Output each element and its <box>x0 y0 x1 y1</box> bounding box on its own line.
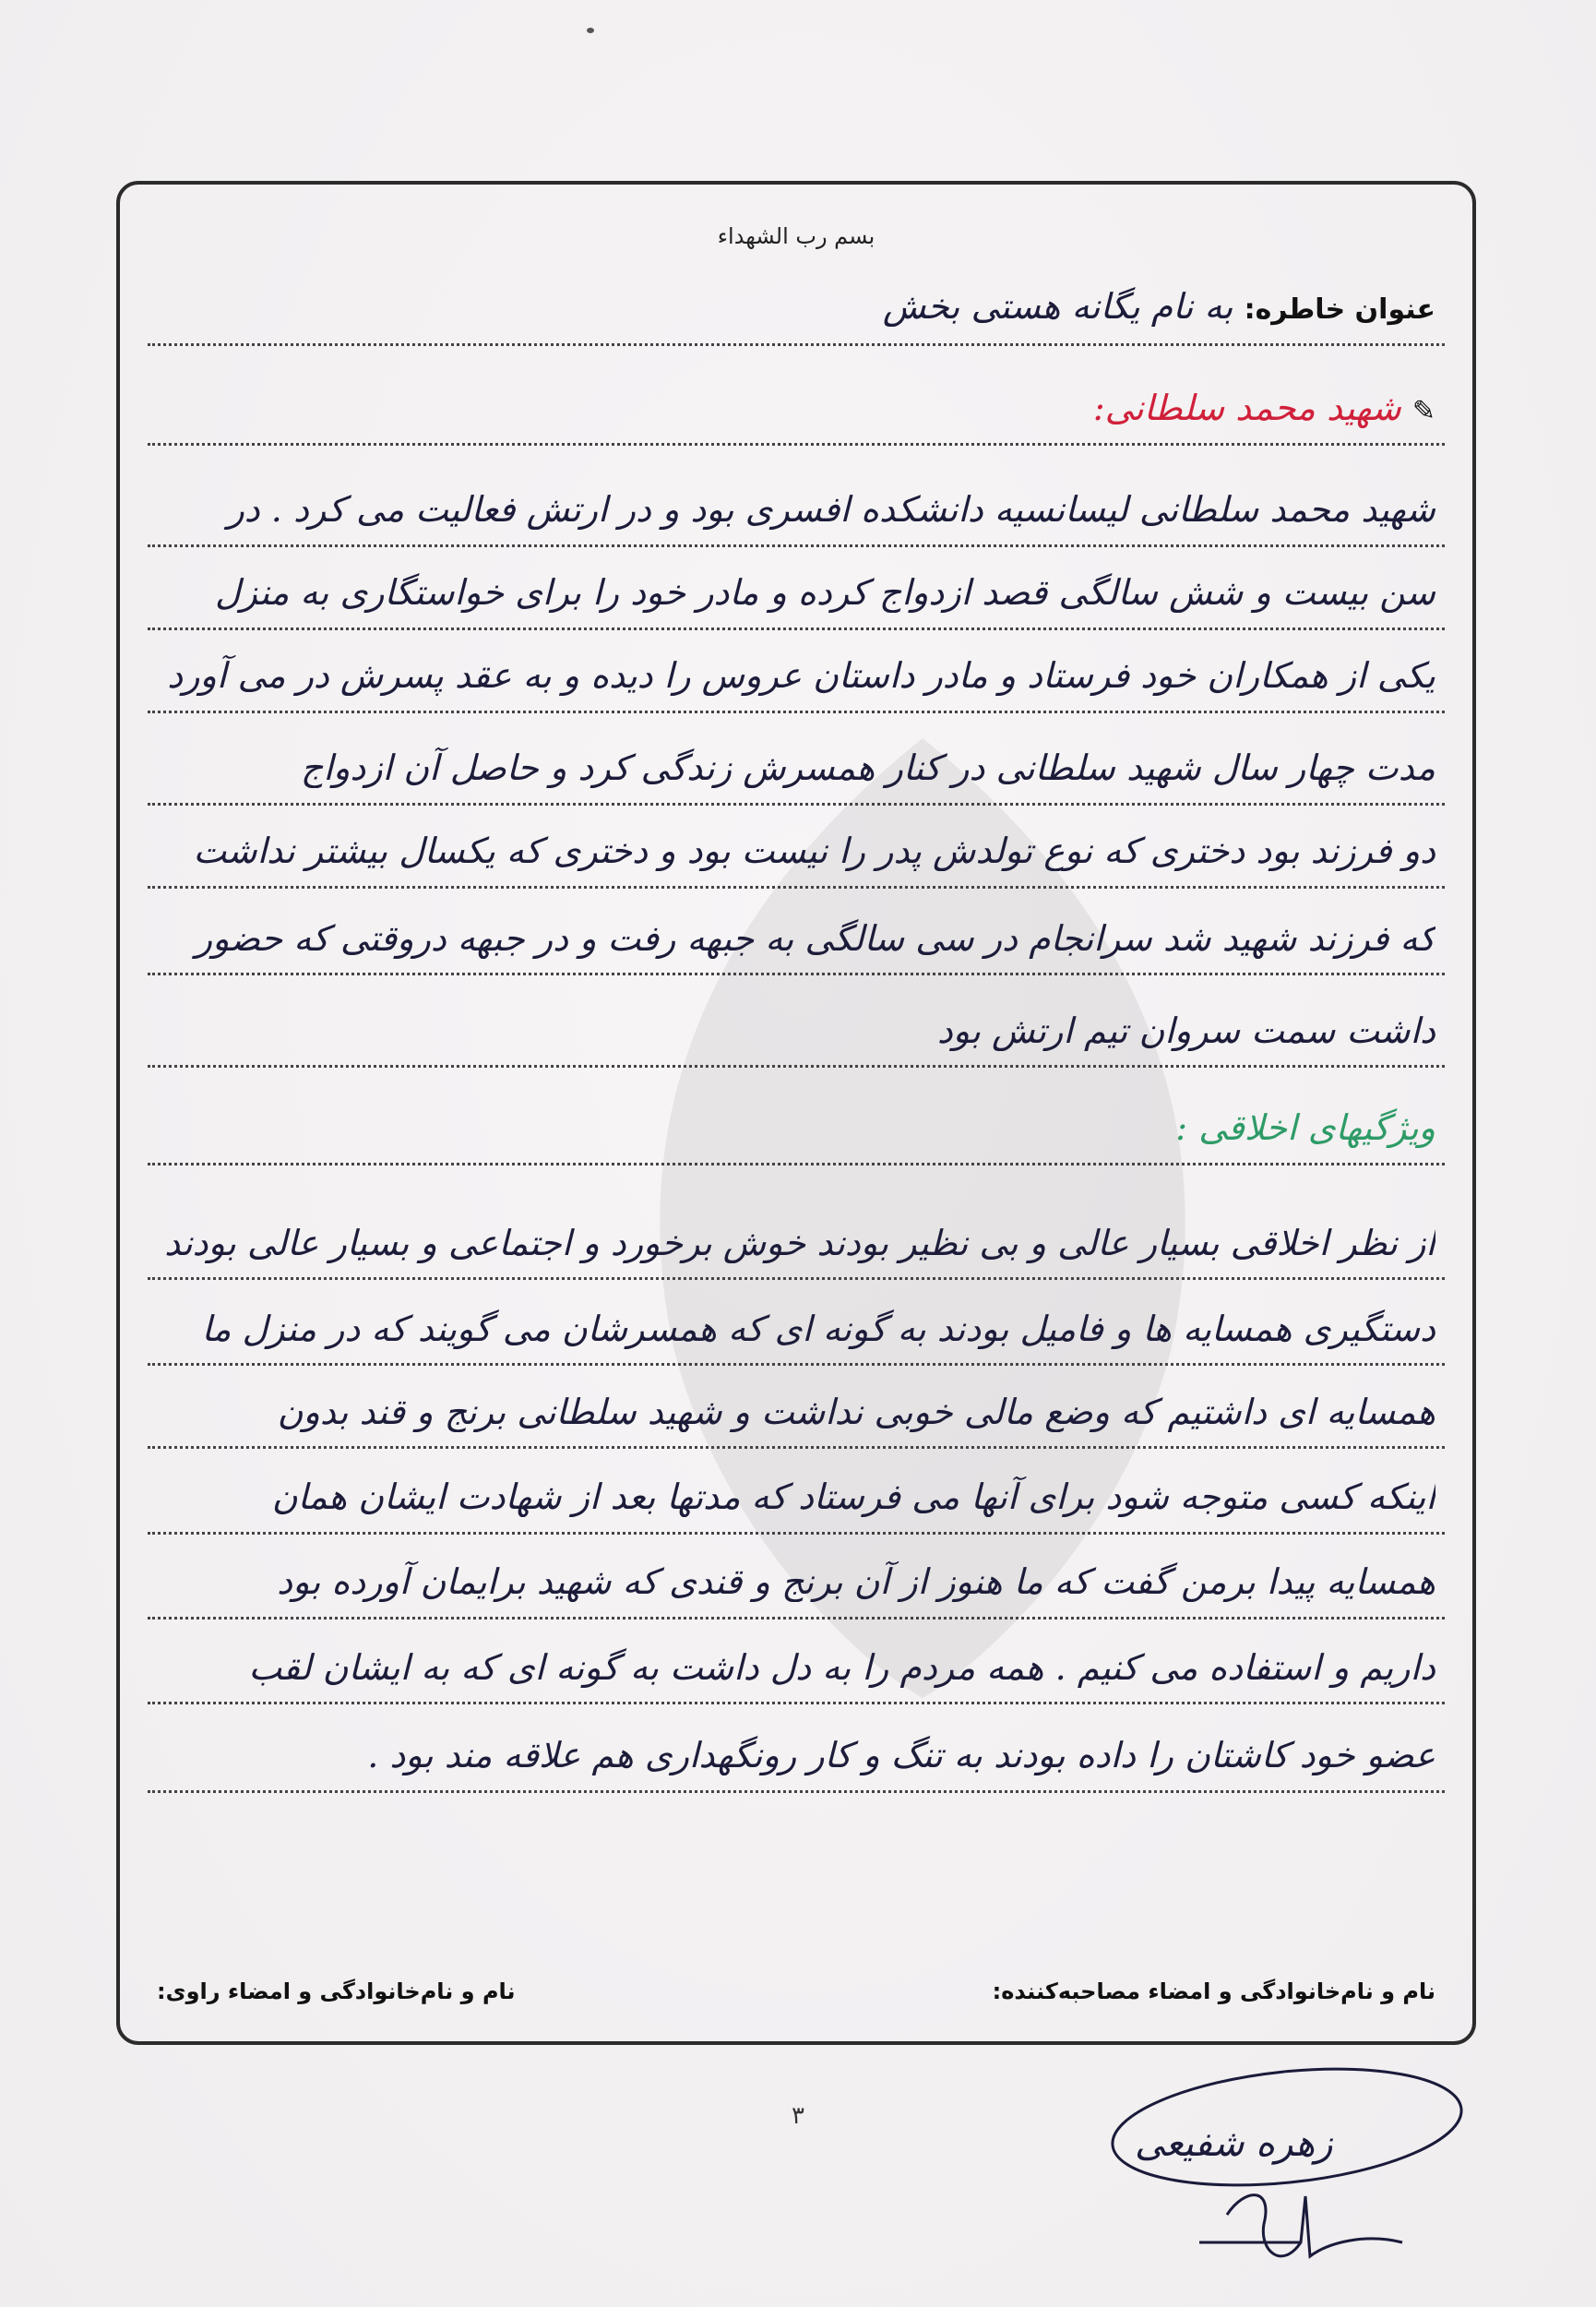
paragraph2-line-5: همسایه پیدا برمن گفت که ما هنوز از آن برنج و قندی که شهید برایمان آورده بود <box>277 1561 1435 1602</box>
dotted-line <box>148 1444 1445 1449</box>
title-row <box>157 286 1435 327</box>
paragraph2-line-2: دستگیری همسایه ها و فامیل بودند به گونه ای که همسرشان می گویند که در منزل ما <box>201 1309 1435 1349</box>
dotted-line <box>148 1700 1445 1704</box>
paragraph1-line-4: مدت چهار سال شهید سلطانی در کنار همسرش زندگی کرد و حاصل آن ازدواج <box>300 747 1435 788</box>
dotted-line <box>148 1615 1445 1620</box>
dotted-line <box>148 1361 1445 1366</box>
dotted-line <box>148 1063 1445 1068</box>
dotted-line <box>148 441 1445 446</box>
paragraph1-line-1: شهید محمد سلطانی لیسانسیه دانشکده افسری بود و در ارتش فعالیت می کرد . در <box>227 489 1435 530</box>
signature-name: زهره شفیعی <box>1135 2122 1333 2165</box>
dotted-line <box>148 1161 1445 1165</box>
paragraph1-line-2: سن بیست و شش سالگی قصد ازدواج کرده و مادر خود را برای خواستگاری به منزل <box>214 572 1435 613</box>
narrator-signature-label: نام و نام‌خانوادگی و امضاء راوی: <box>157 1978 516 2004</box>
dotted-line <box>148 1530 1445 1535</box>
signature-footer <box>157 1978 1435 2004</box>
ink-dot <box>587 28 594 33</box>
dotted-line <box>148 626 1445 630</box>
pen-icon: ✎ <box>1411 395 1435 427</box>
dotted-line <box>148 971 1445 975</box>
paragraph1-line-6: که فرزند شهید شد سرانجام در سی سالگی به جبهه رفت و در جبهه دروقتی که حضور <box>195 918 1435 959</box>
title-value: به نام یگانه هستی بخش <box>882 286 1233 327</box>
paragraph2-line-4: اینکه کسی متوجه شود برای آنها می فرستاد که مدتها بعد از شهادت ایشان همان <box>271 1476 1435 1517</box>
dotted-line <box>148 801 1445 806</box>
dotted-line <box>148 1788 1445 1793</box>
dotted-line <box>148 341 1445 346</box>
bismillah-header: بسم رب الشهداء <box>717 223 875 249</box>
dotted-line <box>148 1275 1445 1280</box>
paragraph2-line-6: داریم و استفاده می کنیم . همه مردم را به دل داشت به گونه ای که به ایشان لقب <box>248 1647 1435 1688</box>
paragraph2-line-1: از نظر اخلاقی بسیار عالی و بی نظیر بودند خوش برخورد و اجتماعی و بسیار عالی بودند <box>164 1223 1435 1263</box>
subject-row <box>157 388 1435 428</box>
paragraph1-line-5: دو فرزند بود دختری که نوع تولدش پدر را نیست بود و دختری که یکسال بیشتر نداشت <box>193 831 1435 871</box>
dotted-line <box>148 884 1445 889</box>
interviewer-signature-label: نام و نام‌خانوادگی و امضاء مصاحبه‌کننده: <box>992 1978 1435 2004</box>
paragraph1-line-3: یکی از همکاران خود فرستاد و مادر داستان عروس را دیده و به عقد پسرش در می آورد <box>167 655 1435 696</box>
title-label: عنوان خاطره: <box>1244 293 1435 326</box>
dotted-line <box>148 709 1445 713</box>
traits-heading: ویژگیهای اخلاقی : <box>1175 1107 1435 1148</box>
dotted-line <box>148 543 1445 547</box>
page-number: ۳ <box>792 2102 804 2130</box>
handwritten-signature <box>1089 2058 1476 2289</box>
paragraph2-line-3: همسایه ای داشتیم که وضع مالی خوبی نداشت و شهید سلطانی برنج و قند بدون <box>277 1392 1435 1432</box>
section2-heading-row <box>157 1107 1435 1148</box>
martyr-name-heading: شهید محمد سلطانی: <box>1092 388 1401 428</box>
paragraph2-line-7: عضو خود کاشتان را داده بودند به تنگ و کار رونگهداری هم علاقه مند بود . <box>367 1735 1435 1775</box>
memoir-form-frame <box>116 181 1476 2045</box>
paragraph1-line-7: داشت سمت سروان تیم ارتش بود <box>936 1010 1435 1051</box>
